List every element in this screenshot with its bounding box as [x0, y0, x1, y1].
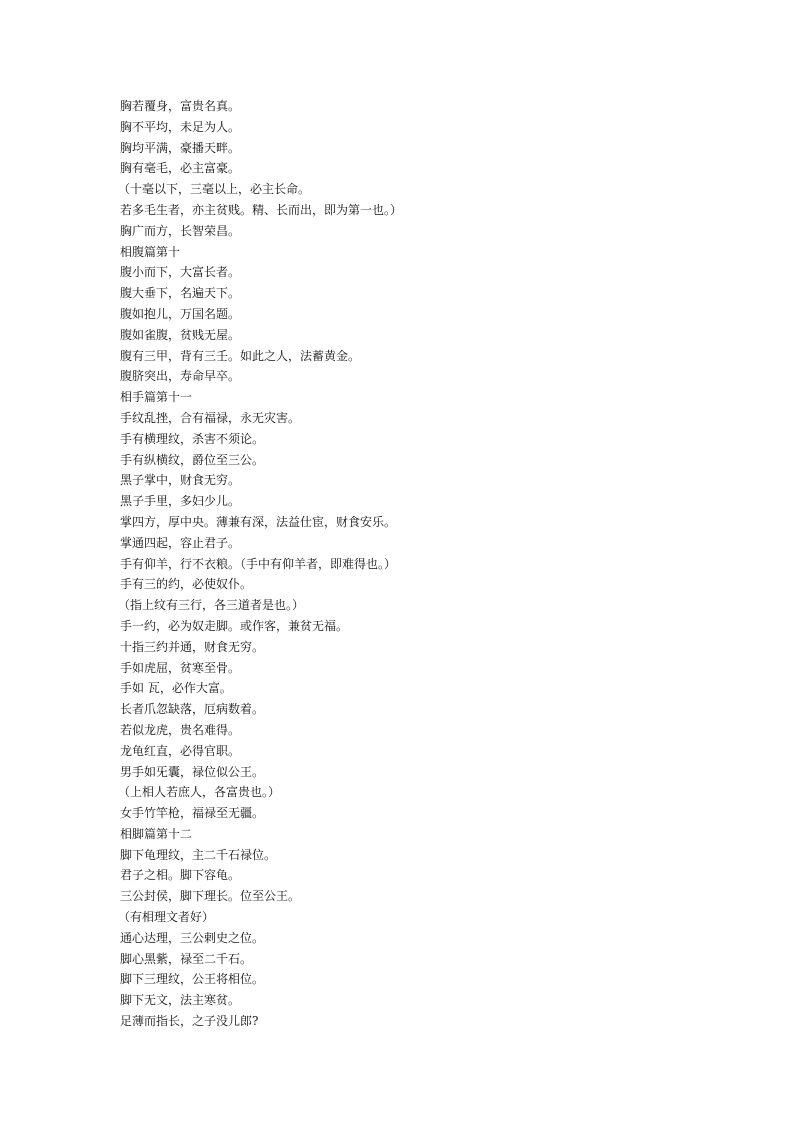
text-line: 黑子掌中，财食无穷。 [120, 473, 241, 488]
text-line: 脚下无文，法主寒贫。 [120, 993, 241, 1008]
text-line: 掌四方，厚中央。薄兼有深，法益仕宦，财食安乐。 [120, 514, 397, 529]
text-line: 通心达理，三公剌史之位。 [120, 930, 265, 945]
text-line: 手纹乱挫，合有福禄，永无灾害。 [120, 410, 301, 425]
text-line: 足薄而指长，之子没儿郎? [120, 1014, 259, 1029]
annotation-line: （指上纹有三行，各三道者是也。） [118, 598, 305, 613]
text-line: 手如 瓦，必作大富。 [120, 681, 232, 696]
text-line: 胸有毫毛，必主富豪。 [120, 161, 241, 176]
text-line: 腹脐突出，寿命早卒。 [120, 369, 241, 384]
text-line: 黑子手里，多妇少儿。 [120, 494, 241, 509]
text-line: 男手如旡囊，禄位似公王。 [120, 764, 265, 779]
text-line: 腹如雀腹，贫贱无屋。 [120, 327, 241, 342]
text-line: 君子之相。脚下容龟。 [120, 868, 241, 883]
text-line: 手如虎屈，贫寒至骨。 [120, 660, 241, 675]
text-line: 手有纵横纹，爵位至三公。 [120, 452, 265, 467]
text-line: 腹如抱儿，万国名题。 [120, 306, 241, 321]
annotation-line: （上相人若庶人，各富贵也。） [118, 785, 281, 800]
text-line: 手有仰羊，行不衣粮。（手中有仰羊者，即难得也。） [120, 556, 397, 571]
section-heading: 相脚篇第十二 [120, 826, 193, 841]
text-line: 若似龙虎，贵名难得。 [120, 722, 241, 737]
text-line: 十指三约并通，财食无穷。 [120, 639, 265, 654]
annotation-line: （有相理文者好） [118, 910, 215, 925]
text-line: 女手竹竿枪，福禄至无疆。 [120, 806, 265, 821]
section-heading: 相腹篇第十 [120, 244, 181, 259]
text-line: 脚心黑紫，禄至二千石。 [120, 951, 253, 966]
text-line: 手有横理纹，杀害不须论。 [120, 431, 265, 446]
section-heading: 相手篇第十一 [120, 390, 193, 405]
text-line: 腹小而下，大富长者。 [120, 265, 241, 280]
text-line: 脚下龟理纹，主二千石禄位。 [120, 847, 277, 862]
text-line: 腹大垂下，名遍天下。 [120, 286, 241, 301]
text-line: 龙龟红直，必得官职。 [120, 743, 241, 758]
text-line: 腹有三甲，背有三壬。如此之人，法蓄黄金。 [120, 348, 361, 363]
text-line: 手一约，必为奴走脚。或作客，兼贫无福。 [120, 618, 349, 633]
text-line: 手有三的约，必使奴仆。 [120, 577, 253, 592]
text-line: 长者爪忽缺落，厄病数着。 [120, 702, 265, 717]
annotation-line: （十毫以下，三毫以上，必主长命。 [118, 182, 311, 197]
text-line: 胸广而方，长智荣昌。 [120, 223, 241, 238]
text-line: 若多毛生者，亦主贫贱。精、长而出，即为第一也。） [120, 202, 403, 217]
text-line: 胸均平满，豪播天畔。 [120, 140, 241, 155]
text-column [120, 96, 740, 1032]
text-line: 三公封侯，脚下理长。位至公王。 [120, 889, 301, 904]
text-line: 脚下三理纹，公王将相位。 [120, 972, 265, 987]
text-line: 胸若覆身，富贵名真。 [120, 99, 241, 113]
text-line: 胸不平均，未足为人。 [120, 119, 241, 134]
text-line: 掌通四起，容止君子。 [120, 535, 241, 550]
